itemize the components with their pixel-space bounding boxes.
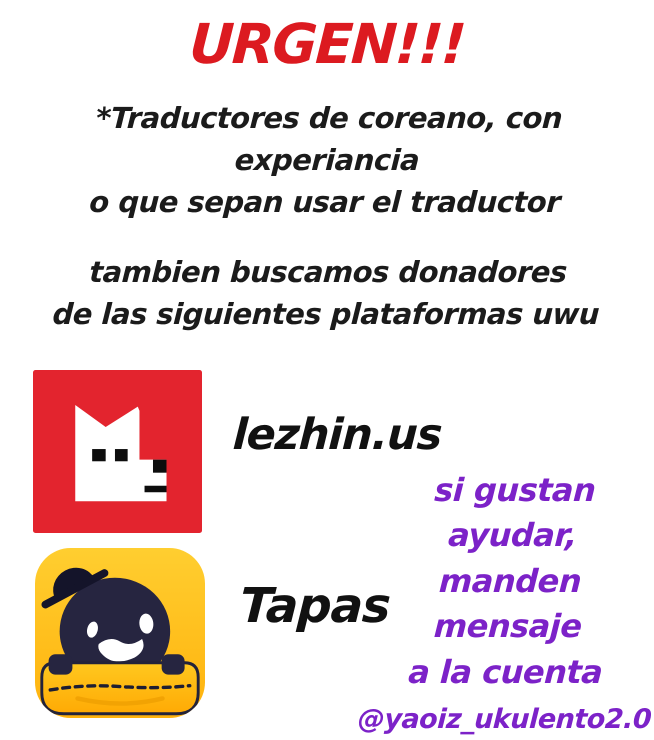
tapas-blob-mascot-logo-icon <box>35 548 205 718</box>
contact-text <box>357 468 654 740</box>
lezhin-fox-logo-icon <box>33 370 202 533</box>
platform-name-lezhin: lezhin.us <box>231 410 443 460</box>
platform-name-tapas: Tapas <box>238 578 392 634</box>
donors-text <box>0 251 654 335</box>
contact-line-2: manden mensaje <box>432 561 583 646</box>
contact-line-3: a la cuenta <box>407 652 604 691</box>
donors-line-1: tambien buscamos donadores <box>88 255 568 289</box>
contact-handle: @yaoiz_ukulento2.0 <box>357 704 653 736</box>
recruit-line-2: o que sepan usar el traductor <box>88 185 562 220</box>
contact-line-1: si gustan ayudar, <box>433 471 597 555</box>
donors-line-2: de las siguientes plataformas uwu <box>51 297 600 332</box>
poster-title: URGEN!!! <box>187 12 467 76</box>
recruit-text <box>0 97 654 223</box>
recruit-line-1: *Traductores de coreano, con experiancia <box>95 101 564 178</box>
